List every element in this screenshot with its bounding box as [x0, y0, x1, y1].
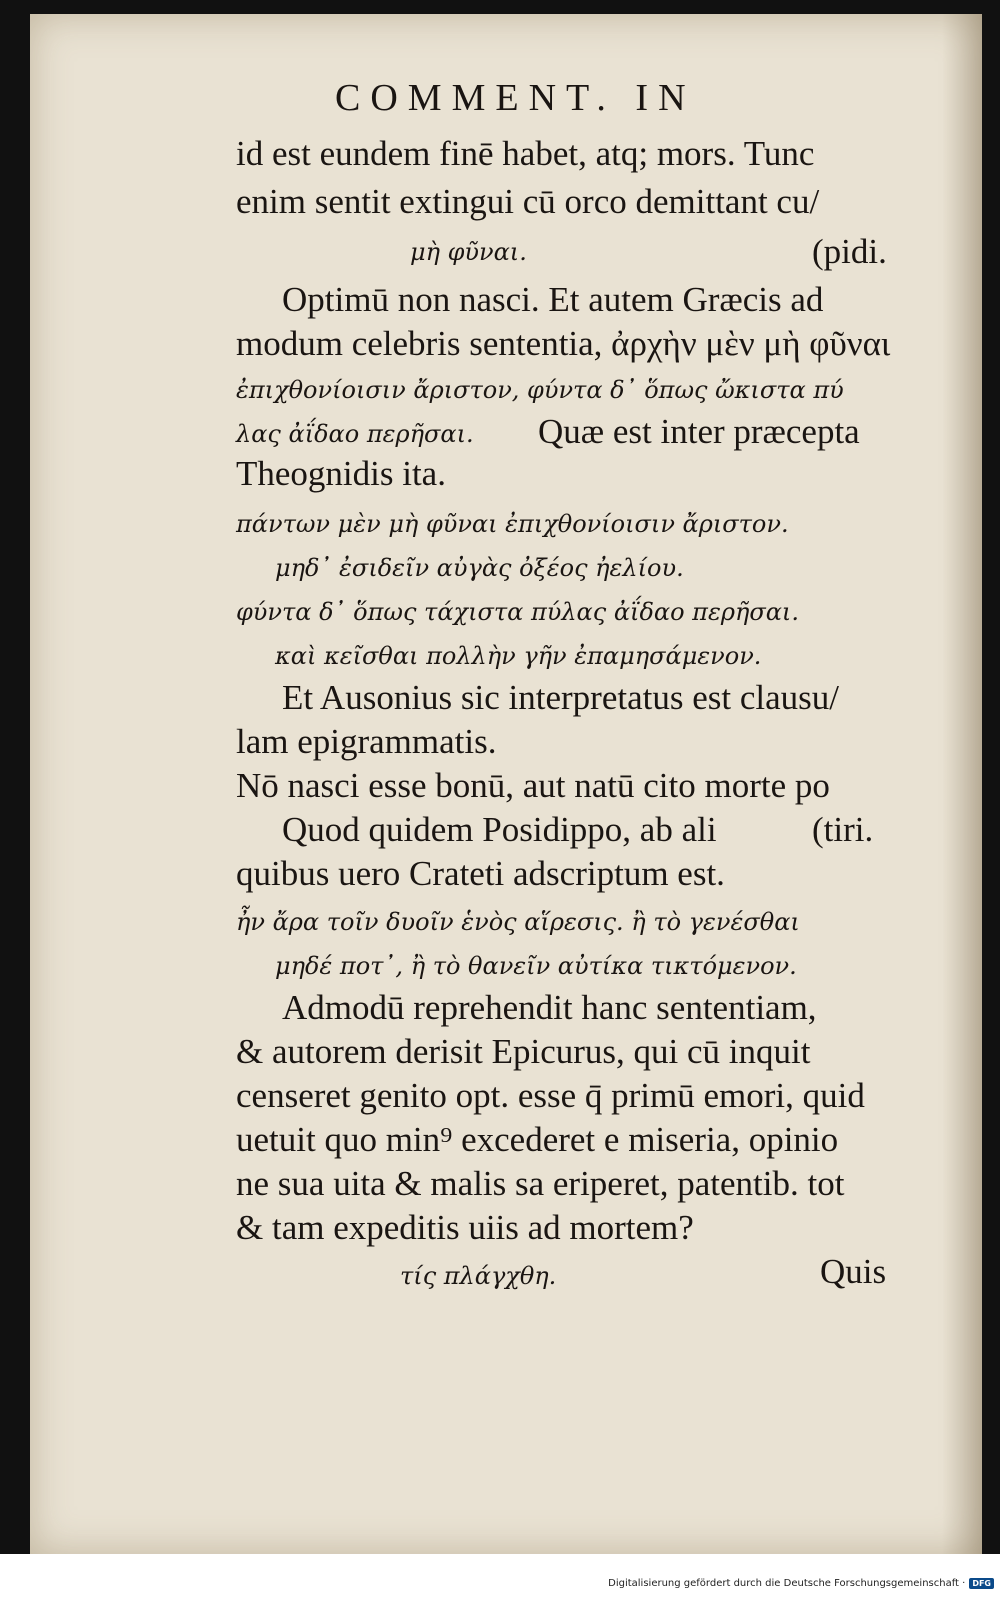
text-line: censeret genito opt. esse q̄ primū emori, quid — [236, 1076, 865, 1115]
text-line: Nō nasci esse bonū, aut natū cito morte po — [236, 766, 830, 805]
greek-verse-line: ἦν ἄρα τοῖν δυοῖν ἑνὸς αἵρεσις. ἢ τὸ γενέσθαι — [236, 908, 800, 936]
text-line: Optimū non nasci. Et autem Græcis ad — [282, 280, 824, 319]
greek-verse-line: μηδ᾽ ἐσιδεῖν αὐγὰς ὀξέος ἠελίου. — [275, 554, 684, 582]
greek-text-line: μὴ φῦναι. — [410, 238, 527, 266]
greek-text-line: ἐπιχθονίοισιν ἄριστον, φύντα δ᾽ ὅπως ὤκιστα πύ — [236, 376, 844, 404]
text-line: Et Ausonius sic interpretatus est clausu/ — [282, 678, 839, 717]
text-line: uetuit quo min⁹ excederet e miseria, opinio — [236, 1120, 839, 1159]
running-header: COMMENT. IN — [335, 77, 696, 119]
greek-verse-line: φύντα δ᾽ ὅπως τάχιστα πύλας ἀΐδαο περῆσαι. — [236, 598, 799, 626]
greek-verse-line: καὶ κεῖσθαι πολλὴν γῆν ἐπαμησάμενον. — [275, 642, 762, 670]
text-line: (tiri. — [812, 810, 874, 849]
text-line: Theognidis ita. — [236, 454, 446, 493]
footer-strip — [0, 1554, 1000, 1601]
text-line: & tam expeditis uiis ad mortem? — [236, 1208, 694, 1247]
text-line: ne sua uita & malis sa eriperet, patentib. tot — [236, 1164, 845, 1203]
digitization-credit — [608, 1578, 994, 1589]
text-line: lam epigrammatis. — [236, 722, 497, 761]
text-line: Quæ est inter præcepta — [538, 412, 860, 451]
text-line: enim sentit extingui cū orco demittant cu/ — [236, 182, 820, 221]
text-line: Admodū reprehendit hanc sententiam, — [282, 988, 817, 1027]
text-line: quibus uero Crateti adscriptum est. — [236, 854, 725, 893]
greek-verse-line: πάντων μὲν μὴ φῦναι ἐπιχθονίοισιν ἄριστον. — [236, 510, 789, 538]
text-line: modum celebris sententia, ἀρχὴν μὲν μὴ φῦναι — [236, 324, 891, 363]
page-edge-shadow — [942, 14, 982, 1554]
text-line: (pidi. — [812, 232, 887, 271]
greek-text-line: τίς πλάγχθη. — [400, 1262, 557, 1290]
greek-text-line: λας ἀΐδαο περῆσαι. — [236, 420, 474, 448]
book-page — [30, 14, 982, 1554]
text-line: Quod quidem Posidippo, ab ali — [282, 810, 717, 849]
text-line: & autorem derisit Epicurus, qui cū inquit — [236, 1032, 811, 1071]
credit-text: Digitalisierung gefördert durch die Deutsche Forschungsgemeinschaft · — [608, 1578, 966, 1589]
greek-verse-line: μηδέ ποτ᾽, ἢ τὸ θανεῖν αὐτίκα τικτόμενον. — [275, 952, 797, 980]
dfg-logo: DFG — [969, 1578, 994, 1589]
text-line: id est eundem finē habet, atq; mors. Tunc — [236, 134, 815, 173]
catchword: Quis — [820, 1252, 887, 1291]
